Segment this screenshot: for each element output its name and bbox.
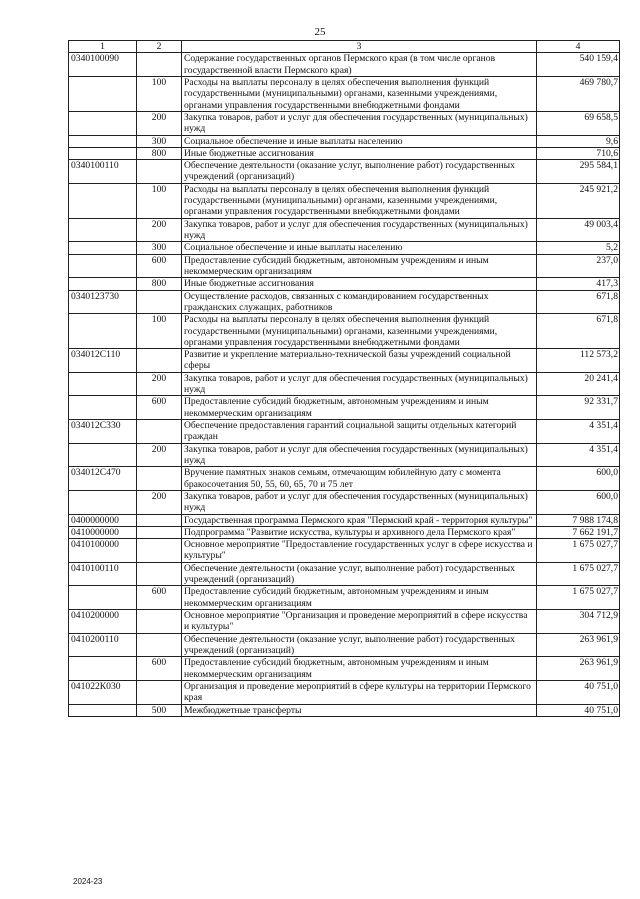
row-name: Закупка товаров, работ и услуг для обеспечения государственных (муниципальных) нужд xyxy=(182,111,537,135)
row-code xyxy=(69,147,137,159)
table-row xyxy=(69,586,620,610)
footer-code: 2024-23 xyxy=(73,877,103,886)
row-name: Иные бюджетные ассигнования xyxy=(182,278,537,290)
table-row xyxy=(69,254,620,278)
row-expense-type: 200 xyxy=(137,372,182,396)
table-row xyxy=(69,562,620,586)
row-amount: 304 712,9 xyxy=(537,610,620,634)
row-expense-type: 200 xyxy=(137,490,182,514)
row-expense-type: 800 xyxy=(137,147,182,159)
table-row xyxy=(69,633,620,657)
row-code: 0400000000 xyxy=(69,514,137,526)
row-code: 0410200110 xyxy=(69,633,137,657)
row-name: Закупка товаров, работ и услуг для обеспечения государственных (муниципальных) нужд xyxy=(182,372,537,396)
row-amount: 4 351,4 xyxy=(537,420,620,444)
row-expense-type: 100 xyxy=(137,314,182,349)
row-amount: 5,2 xyxy=(537,242,620,254)
row-code xyxy=(69,586,137,610)
row-amount: 1 675 027,7 xyxy=(537,586,620,610)
row-expense-type xyxy=(137,467,182,491)
row-amount: 540 159,4 xyxy=(537,53,620,77)
row-code xyxy=(69,242,137,254)
row-name: Социальное обеспечение и иные выплаты населению xyxy=(182,135,537,147)
table-row xyxy=(69,290,620,314)
row-amount: 417,3 xyxy=(537,278,620,290)
row-amount: 671,8 xyxy=(537,314,620,349)
row-name: Основное мероприятие "Организация и проведение мероприятий в сфере искусства и культуры" xyxy=(182,610,537,634)
table-row xyxy=(69,467,620,491)
row-code xyxy=(69,254,137,278)
row-expense-type xyxy=(137,349,182,373)
row-expense-type: 200 xyxy=(137,111,182,135)
row-code xyxy=(69,443,137,467)
table-row xyxy=(69,704,620,716)
row-expense-type: 600 xyxy=(137,586,182,610)
row-name: Закупка товаров, работ и услуг для обеспечения государственных (муниципальных) нужд xyxy=(182,490,537,514)
row-amount: 20 241,4 xyxy=(537,372,620,396)
row-code xyxy=(69,135,137,147)
table-row xyxy=(69,135,620,147)
row-expense-type: 600 xyxy=(137,254,182,278)
row-expense-type: 100 xyxy=(137,183,182,218)
row-name: Основное мероприятие "Предоставление государственных услуг в сфере искусства и культуры" xyxy=(182,539,537,563)
row-code xyxy=(69,218,137,242)
row-amount: 49 003,4 xyxy=(537,218,620,242)
row-code: 0410100110 xyxy=(69,562,137,586)
row-code: 0410100000 xyxy=(69,539,137,563)
row-code xyxy=(69,314,137,349)
row-amount: 40 751,0 xyxy=(537,680,620,704)
budget-table xyxy=(68,40,620,717)
row-code: 0410200000 xyxy=(69,610,137,634)
row-code xyxy=(69,490,137,514)
table-row xyxy=(69,242,620,254)
row-name: Расходы на выплаты персоналу в целях обеспечения выполнения функций государственными (муниципальными) органами, казенными учреждениями, органами управления государственными внебюджетными фондами xyxy=(182,183,537,218)
row-expense-type: 100 xyxy=(137,76,182,111)
header-col-expense-type: 2 xyxy=(137,41,182,53)
row-expense-type: 800 xyxy=(137,278,182,290)
table-row xyxy=(69,183,620,218)
row-expense-type: 600 xyxy=(137,396,182,420)
row-expense-type xyxy=(137,526,182,538)
row-amount: 92 331,7 xyxy=(537,396,620,420)
row-code xyxy=(69,396,137,420)
row-expense-type: 600 xyxy=(137,657,182,681)
row-name: Иные бюджетные ассигнования xyxy=(182,147,537,159)
row-name: Подпрограмма "Развитие искусства, культуры и архивного дела Пермского края" xyxy=(182,526,537,538)
table-row xyxy=(69,680,620,704)
table-row xyxy=(69,160,620,184)
row-amount: 1 675 027,7 xyxy=(537,539,620,563)
row-code: 0340123730 xyxy=(69,290,137,314)
row-code xyxy=(69,657,137,681)
row-name: Вручение памятных знаков семьям, отмечающим юбилейную дату с момента бракосочетания 50, 55, 60, 65, 70 и 75 лет xyxy=(182,467,537,491)
row-code: 034012С470 xyxy=(69,467,137,491)
row-name: Обеспечение деятельности (оказание услуг, выполнение работ) государственных учреждений (организаций) xyxy=(182,633,537,657)
row-code: 041022К030 xyxy=(69,680,137,704)
table-row xyxy=(69,278,620,290)
row-expense-type xyxy=(137,420,182,444)
row-amount: 237,0 xyxy=(537,254,620,278)
row-amount: 40 751,0 xyxy=(537,704,620,716)
header-col-code: 1 xyxy=(69,41,137,53)
row-name: Закупка товаров, работ и услуг для обеспечения государственных (муниципальных) нужд xyxy=(182,443,537,467)
row-name: Предоставление субсидий бюджетным, автономным учреждениям и иным некоммерческим организациям xyxy=(182,254,537,278)
table-row xyxy=(69,514,620,526)
row-expense-type xyxy=(137,680,182,704)
row-amount: 671,8 xyxy=(537,290,620,314)
table-row xyxy=(69,349,620,373)
table-body xyxy=(69,53,620,717)
row-expense-type xyxy=(137,539,182,563)
row-expense-type: 300 xyxy=(137,242,182,254)
row-expense-type xyxy=(137,290,182,314)
table-row xyxy=(69,526,620,538)
row-code xyxy=(69,183,137,218)
table-header-row xyxy=(69,41,620,53)
row-name: Предоставление субсидий бюджетным, автономным учреждениям и иным некоммерческим организациям xyxy=(182,657,537,681)
row-amount: 600,0 xyxy=(537,467,620,491)
table-row xyxy=(69,420,620,444)
row-amount: 69 658,5 xyxy=(537,111,620,135)
table-row xyxy=(69,396,620,420)
row-code xyxy=(69,704,137,716)
row-name: Осуществление расходов, связанных с командированием государственных гражданских служащих, работников xyxy=(182,290,537,314)
table-row xyxy=(69,539,620,563)
header-col-amount: 4 xyxy=(537,41,620,53)
row-name: Расходы на выплаты персоналу в целях обеспечения выполнения функций государственными (муниципальными) органами, казенными учреждениями, органами управления государственными внебюджетными фондами xyxy=(182,314,537,349)
row-amount: 4 351,4 xyxy=(537,443,620,467)
table-row xyxy=(69,443,620,467)
row-name: Обеспечение деятельности (оказание услуг, выполнение работ) государственных учреждений (организаций) xyxy=(182,562,537,586)
table-row xyxy=(69,76,620,111)
row-name: Обеспечение деятельности (оказание услуг, выполнение работ) государственных учреждений (организаций) xyxy=(182,160,537,184)
row-code xyxy=(69,278,137,290)
table-row xyxy=(69,111,620,135)
table-row xyxy=(69,610,620,634)
row-expense-type xyxy=(137,610,182,634)
row-expense-type xyxy=(137,53,182,77)
row-code xyxy=(69,372,137,396)
row-name: Обеспечение предоставления гарантий социальной защиты отдельных категорий граждан xyxy=(182,420,537,444)
table-row xyxy=(69,314,620,349)
row-code: 034012С330 xyxy=(69,420,137,444)
row-expense-type: 300 xyxy=(137,135,182,147)
row-expense-type xyxy=(137,562,182,586)
row-expense-type xyxy=(137,633,182,657)
row-expense-type: 200 xyxy=(137,443,182,467)
row-amount: 1 675 027,7 xyxy=(537,562,620,586)
row-expense-type xyxy=(137,514,182,526)
row-code: 0340100090 xyxy=(69,53,137,77)
table-row xyxy=(69,53,620,77)
row-amount: 112 573,2 xyxy=(537,349,620,373)
table-row xyxy=(69,218,620,242)
row-expense-type: 500 xyxy=(137,704,182,716)
row-name: Государственная программа Пермского края "Пермский край - территория культуры" xyxy=(182,514,537,526)
table-row xyxy=(69,147,620,159)
row-amount: 263 961,9 xyxy=(537,657,620,681)
row-amount: 7 662 191,7 xyxy=(537,526,620,538)
row-name: Социальное обеспечение и иные выплаты населению xyxy=(182,242,537,254)
row-name: Содержание государственных органов Пермского края (в том числе органов государственной власти Пермского края) xyxy=(182,53,537,77)
page-number: 25 xyxy=(314,26,326,38)
header-col-name: 3 xyxy=(182,41,537,53)
table-row xyxy=(69,372,620,396)
row-amount: 600,0 xyxy=(537,490,620,514)
row-code xyxy=(69,111,137,135)
row-name: Предоставление субсидий бюджетным, автономным учреждениям и иным некоммерческим организациям xyxy=(182,396,537,420)
row-amount: 245 921,2 xyxy=(537,183,620,218)
row-name: Межбюджетные трансферты xyxy=(182,704,537,716)
row-code xyxy=(69,76,137,111)
row-name: Развитие и укрепление материально-технической базы учреждений социальной сферы xyxy=(182,349,537,373)
row-code: 0340100110 xyxy=(69,160,137,184)
row-amount: 9,6 xyxy=(537,135,620,147)
row-amount: 469 780,7 xyxy=(537,76,620,111)
row-amount: 295 584,1 xyxy=(537,160,620,184)
row-code: 0410000000 xyxy=(69,526,137,538)
row-name: Предоставление субсидий бюджетным, автономным учреждениям и иным некоммерческим организациям xyxy=(182,586,537,610)
row-amount: 7 988 174,8 xyxy=(537,514,620,526)
row-code: 034012С110 xyxy=(69,349,137,373)
row-expense-type: 200 xyxy=(137,218,182,242)
row-name: Закупка товаров, работ и услуг для обеспечения государственных (муниципальных) нужд xyxy=(182,218,537,242)
row-amount: 263 961,9 xyxy=(537,633,620,657)
row-name: Организация и проведение мероприятий в сфере культуры на территории Пермского края xyxy=(182,680,537,704)
row-amount: 710,6 xyxy=(537,147,620,159)
table-row xyxy=(69,657,620,681)
table-row xyxy=(69,490,620,514)
row-expense-type xyxy=(137,160,182,184)
row-name: Расходы на выплаты персоналу в целях обеспечения выполнения функций государственными (муниципальными) органами, казенными учреждениями, органами управления государственными внебюджетными фондами xyxy=(182,76,537,111)
